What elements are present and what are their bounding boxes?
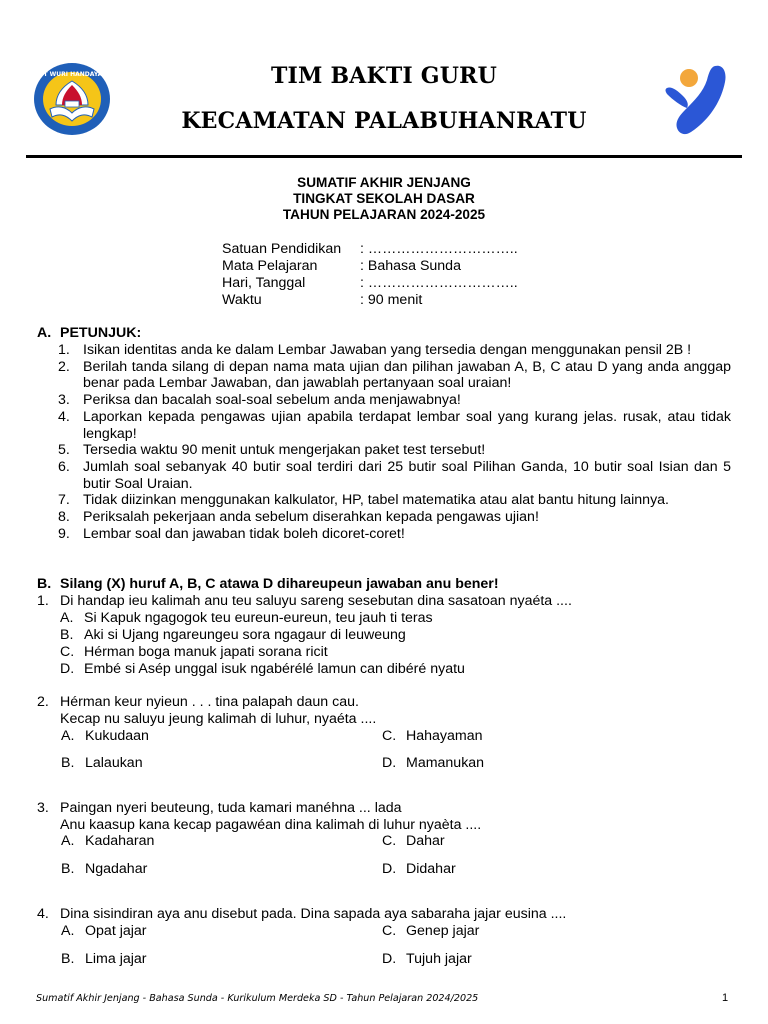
identity-value: : ………………………….. [360,241,518,257]
option-d[interactable] [60,661,465,678]
identity-label: Waktu [222,292,262,308]
exam-level: TINGKAT SEKOLAH DASAR [293,191,475,206]
question-text: Paingan nyeri beuteung, tuda kamari manéhna ... lada [60,800,402,816]
option-letter: A. [61,923,75,939]
item-text: Isikan identitas anda ke dalam Lembar Jawaban yang tersedia dengan menggunakan pensil 2B ! [83,342,692,358]
svg-text:TUT WURI HANDAYANI: TUT WURI HANDAYANI [34,71,110,78]
option-letter: B. [60,627,74,643]
option-letter: C. [382,923,397,939]
option-text: Dahar [406,833,445,849]
list-item [58,509,731,526]
list-item [58,409,731,442]
item-number: 7. [58,492,70,509]
option-text: Hahayaman [406,728,483,744]
option-text: Opat jajar [85,923,147,939]
org-title-line2: KECAMATAN PALABUHANRATU [181,108,587,134]
item-number: 5. [58,442,70,459]
question-text: Anu kaasup kana kecap pagawéan dina kalimah di luhur nyaèta .... [60,817,482,833]
question-text: Hérman keur nyieun . . . tina palapah daun cau. [60,694,359,710]
item-number: 4. [58,408,70,425]
option-letter: D. [382,951,397,967]
option-text: Genep jajar [406,923,480,939]
option-letter: D. [60,661,75,677]
header-divider [26,155,742,158]
identity-label: Hari, Tanggal [222,275,306,291]
item-text: Periksa dan bacalah soal-soal sebelum anda menjawabnya! [83,392,461,409]
option-b[interactable] [60,627,406,644]
item-text: Jumlah soal sebanyak 40 butir soal terdiri dari 25 butir soal Pilihan Ganda, 10 butir soal Isian dan 5 butir Soal Uraian. [83,458,731,492]
identity-value: : ………………………….. [360,275,518,291]
question-number: 1. [37,593,49,609]
option-letter: C. [382,833,397,849]
option-a[interactable] [61,728,149,745]
list-item [58,459,731,492]
list-item [58,526,731,543]
section-a-heading [37,325,141,342]
section-letter: B. [37,576,52,592]
item-text: Lembar soal dan jawaban tidak boleh dicoret-coret! [83,525,405,542]
section-title: PETUNJUK: [60,325,142,341]
org-title-line1: TIM BAKTI GURU [270,63,498,89]
section-letter: A. [37,325,52,341]
identity-value: : Bahasa Sunda [360,258,461,274]
option-letter: A. [61,728,75,744]
question-number: 4. [37,906,49,922]
option-d[interactable] [382,861,456,878]
item-number: 2. [58,358,70,375]
option-b[interactable] [61,951,147,968]
question-text: Kecap nu saluyu jeung kalimah di luhur, nyaéta .... [60,711,377,727]
list-item [58,392,731,409]
exam-title: SUMATIF AKHIR JENJANG [297,175,471,190]
option-d[interactable] [382,755,484,772]
item-text: Laporkan kepada pengawas ujian apabila terdapat lembar soal yang kurang jelas. rusak, atau tidak lengkap! [83,408,731,442]
option-text: Kukudaan [85,728,149,744]
option-letter: C. [382,728,397,744]
page-number: 1 [722,992,729,1004]
item-text: Periksalah pekerjaan anda sebelum diserahkan kepada pengawas ujian! [83,509,539,526]
option-letter: B. [61,951,75,967]
item-number: 8. [58,509,70,526]
option-letter: D. [382,755,397,771]
identity-value: : 90 menit [360,292,423,308]
option-a[interactable] [61,833,154,850]
option-text: Lima jajar [85,951,147,967]
option-text: Ngadahar [85,861,148,877]
item-text: Berilah tanda silang di depan nama mata ujian dan pilihan jawaban A, B, C atau D yang anda anggap benar pada Lembar Jawaban, dan jawablah pertanyaan soal uraian! [83,358,731,392]
question-text: Dina sisindiran aya anu disebut pada. Dina sapada aya sabaraha jajar eusina .... [60,906,567,922]
identity-label: Mata Pelajaran [222,258,318,274]
item-text: Tidak diizinkan menggunakan kalkulator, HP, tabel matematika atau alat bantu hitung lainnya. [83,492,669,509]
item-text: Tersedia waktu 90 menit untuk mengerjakan paket test tersebut! [83,442,486,459]
option-c[interactable] [382,728,483,745]
option-text: Kadaharan [85,833,155,849]
section-title: Silang (X) huruf A, B, C atawa D dihareupeun jawaban anu bener! [60,576,499,592]
list-item [58,342,731,359]
option-letter: C. [60,644,75,660]
item-number: 6. [58,458,70,475]
option-letter: A. [60,610,74,626]
identity-label: Satuan Pendidikan [222,241,342,257]
option-text: Tujuh jajar [406,951,472,967]
section-b-heading [37,576,499,593]
option-b[interactable] [61,861,147,878]
option-text: Hérman boga manuk japati sorana ricit [84,644,328,660]
list-item [58,442,731,459]
item-number: 9. [58,525,70,542]
option-c[interactable] [60,644,328,661]
instructions-list [58,342,731,542]
page-footer: Sumatif Akhir Jenjang - Bahasa Sunda - Kurikulum Merdeka SD - Tahun Pelajaran 2024/2025 [36,993,479,1004]
option-c[interactable] [382,833,445,850]
option-b[interactable] [61,755,143,772]
question-text: Di handap ieu kalimah anu teu saluyu sareng sesebutan dina sasatoan nyaéta .... [60,593,572,609]
option-text: Embé si Asép unggal isuk ngabérélé lamun can dibéré nyatu [84,661,465,677]
option-d[interactable] [382,951,472,968]
option-letter: B. [61,755,75,771]
option-letter: D. [382,861,397,877]
option-text: Si Kapuk ngagogok teu eureun-eureun, teu jauh ti teras [84,610,433,626]
option-a[interactable] [61,923,147,940]
list-item [58,492,731,509]
exam-year: TAHUN PELAJARAN 2024-2025 [282,207,486,222]
question-number: 3. [37,800,49,816]
item-number: 1. [58,342,70,358]
option-a[interactable] [60,610,433,627]
option-text: Mamanukan [406,755,485,771]
option-letter: A. [61,833,75,849]
question-number: 2. [37,694,49,710]
option-text: Didahar [406,861,456,877]
option-text: Aki si Ujang ngareungeu sora ngagaur di leuweung [84,627,406,643]
option-c[interactable] [382,923,479,940]
list-item [58,359,731,392]
option-text: Lalaukan [85,755,143,771]
item-number: 3. [58,392,70,409]
option-letter: B. [61,861,75,877]
